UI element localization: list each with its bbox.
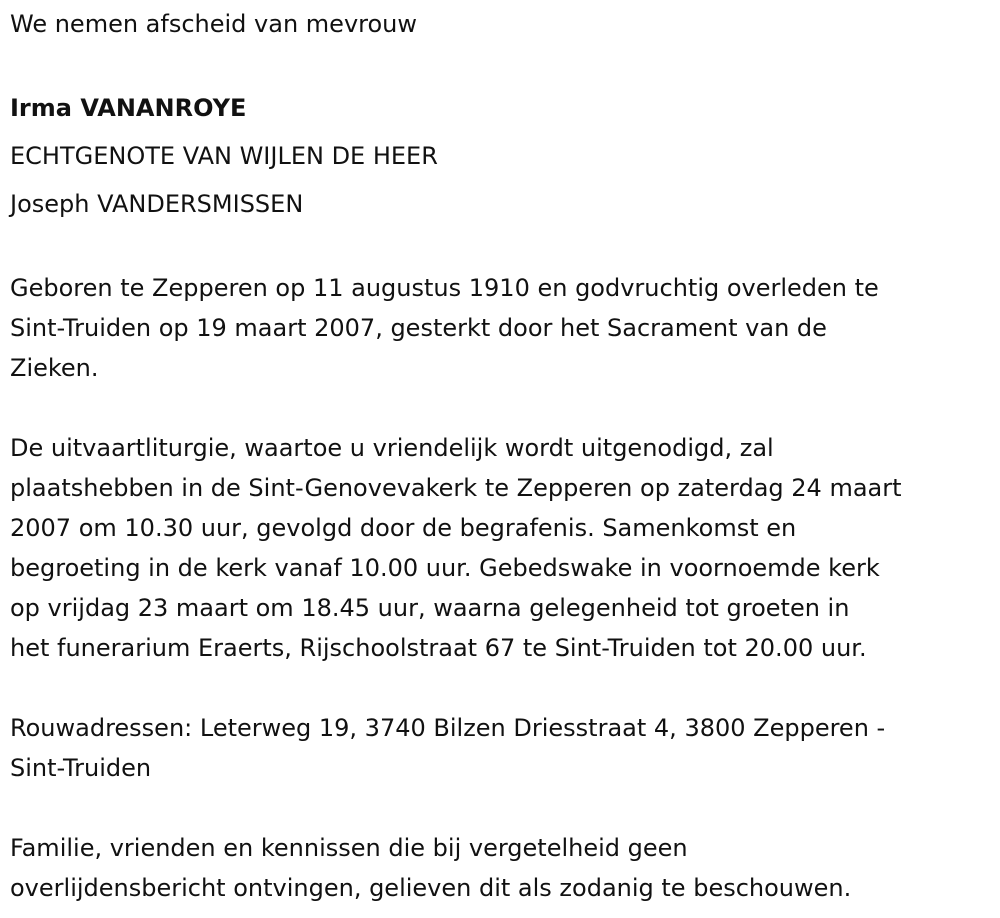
relation-text: ECHTGENOTE VAN WIJLEN DE HEER (10, 142, 438, 170)
liturgy-paragraph (10, 428, 995, 668)
spacer (10, 788, 995, 828)
spouse-name: Joseph VANDERSMISSEN (10, 190, 304, 218)
paragraph-line: De uitvaartliturgie, waartoe u vriendelijk wordt uitgenodigd, zal (10, 434, 774, 462)
birth-death-paragraph (10, 268, 995, 388)
deceased-name: Irma VANANROYE (10, 94, 247, 122)
spacer (10, 44, 995, 84)
paragraph-line: Sint-Truiden op 19 maart 2007, gesterkt door het Sacrament van de (10, 314, 827, 342)
paragraph-line: begroeting in de kerk vanaf 10.00 uur. Gebedswake in voornoemde kerk (10, 554, 880, 582)
paragraph-line: plaatshebben in de Sint-Genovevakerk te Zepperen op zaterdag 24 maart (10, 474, 902, 502)
spacer (10, 668, 995, 708)
paragraph-line: het funerarium Eraerts, Rijschoolstraat 67 te Sint-Truiden tot 20.00 uur. (10, 634, 867, 662)
spacer (10, 388, 995, 428)
addresses-paragraph (10, 708, 995, 788)
closing-paragraph (10, 828, 995, 908)
obituary-notice (10, 4, 995, 908)
paragraph-line: overlijdensbericht ontvingen, gelieven dit als zodanig te beschouwen. (10, 874, 852, 902)
intro-text: We nemen afscheid van mevrouw (10, 10, 418, 38)
paragraph-line: 2007 om 10.30 uur, gevolgd door de begrafenis. Samenkomst en (10, 514, 797, 542)
paragraph-line: Sint-Truiden (10, 754, 152, 782)
spacer (10, 228, 995, 268)
paragraph-line: Familie, vrienden en kennissen die bij vergetelheid geen (10, 834, 688, 862)
paragraph-line: Geboren te Zepperen op 11 augustus 1910 en godvruchtig overleden te (10, 274, 879, 302)
paragraph-line: Zieken. (10, 354, 99, 382)
paragraph-line: Rouwadressen: Leterweg 19, 3740 Bilzen Driesstraat 4, 3800 Zepperen - (10, 714, 886, 742)
paragraph-line: op vrijdag 23 maart om 18.45 uur, waarna gelegenheid tot groeten in (10, 594, 850, 622)
